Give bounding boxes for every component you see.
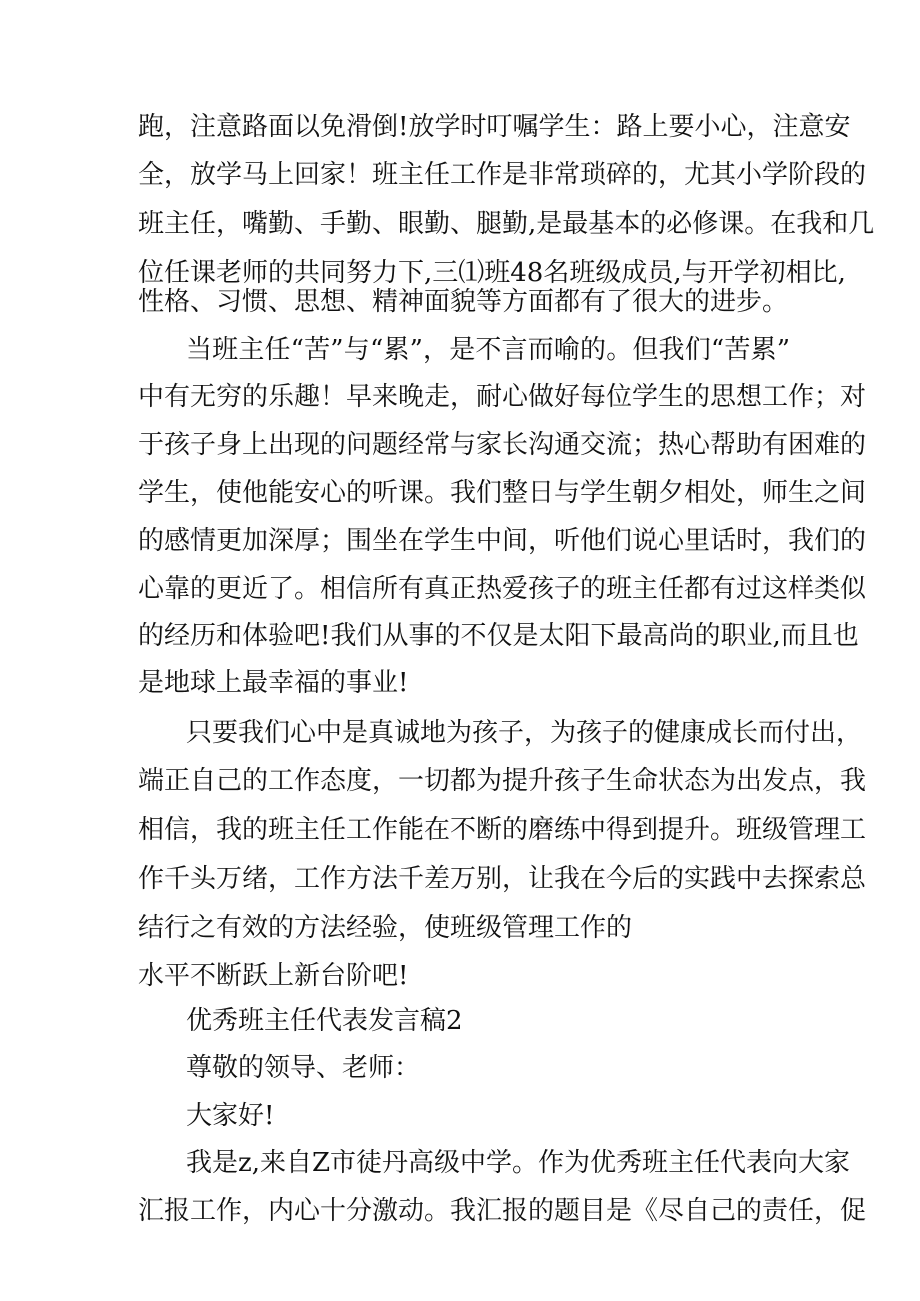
paragraph-line: 的经历和体验吧!我们从事的不仅是太阳下最高尚的职业,而且也 [138, 621, 859, 651]
paragraph-line: 结行之有效的方法经验，使班级管理工作的 [138, 913, 633, 943]
paragraph-line: 相信，我的班主任工作能在不断的磨练中得到提升。班级管理工 [138, 815, 867, 845]
greeting: 大家好! [186, 1101, 275, 1131]
paragraph-line: 性格、习惯、思想、精神面貌等方面都有了很大的进步。 [138, 287, 789, 317]
salutation: 尊敬的领导、老师： [186, 1053, 421, 1083]
paragraph-line: 只要我们心中是真诚地为孩子，为孩子的健康成长而付出， [186, 718, 863, 748]
paragraph-line: 的感情更加深厚；围坐在学生中间，听他们说心里话时，我们的 [138, 526, 867, 556]
paragraph-line: 位任课老师的共同努力下,三⑴班48名班级成员,与开学初相比, [138, 258, 846, 288]
paragraph-line: 全，放学马上回家！班主任工作是非常琐碎的，尤其小学阶段的 [138, 160, 867, 190]
paragraph-line: 作千头万绪，工作方法千差万别，让我在今后的实践中去探索总 [138, 864, 867, 894]
paragraph-line: 是地球上最幸福的事业! [138, 668, 409, 698]
paragraph-line: 心靠的更近了。相信所有真正热爱孩子的班主任都有过这样类似 [138, 574, 867, 604]
paragraph-line: 中有无穷的乐趣！早来晚走，耐心做好每位学生的思想工作；对 [138, 382, 867, 412]
paragraph-line: 汇报工作，内心十分激动。我汇报的题目是《尽自己的责任，促 [138, 1196, 867, 1226]
paragraph-line: 于孩子身上出现的问题经常与家长沟通交流；热心帮助有困难的 [138, 430, 867, 460]
paragraph-line: 水平不断跃上新台阶吧! [138, 961, 409, 991]
paragraph-line: 学生，使他能安心的听课。我们整日与学生朝夕相处，师生之间 [138, 478, 867, 508]
paragraph-line: 端正自己的工作态度，一切都为提升孩子生命状态为出发点，我 [138, 766, 867, 796]
section-heading: 优秀班主任代表发言稿2 [186, 1006, 463, 1036]
paragraph-line: 跑，注意路面以免滑倒!放学时叮嘱学生：路上要小心，注意安 [138, 112, 851, 142]
paragraph-line: 班主任，嘴勤、手勤、眼勤、腿勤,是最基本的必修课。在我和几 [138, 209, 875, 239]
paragraph-line: 我是z,来自Z市徒丹高级中学。作为优秀班主任代表向大家 [186, 1148, 851, 1178]
paragraph-line: 当班主任“苦”与“累”，是不言而喻的。但我们“苦累” [186, 335, 790, 365]
